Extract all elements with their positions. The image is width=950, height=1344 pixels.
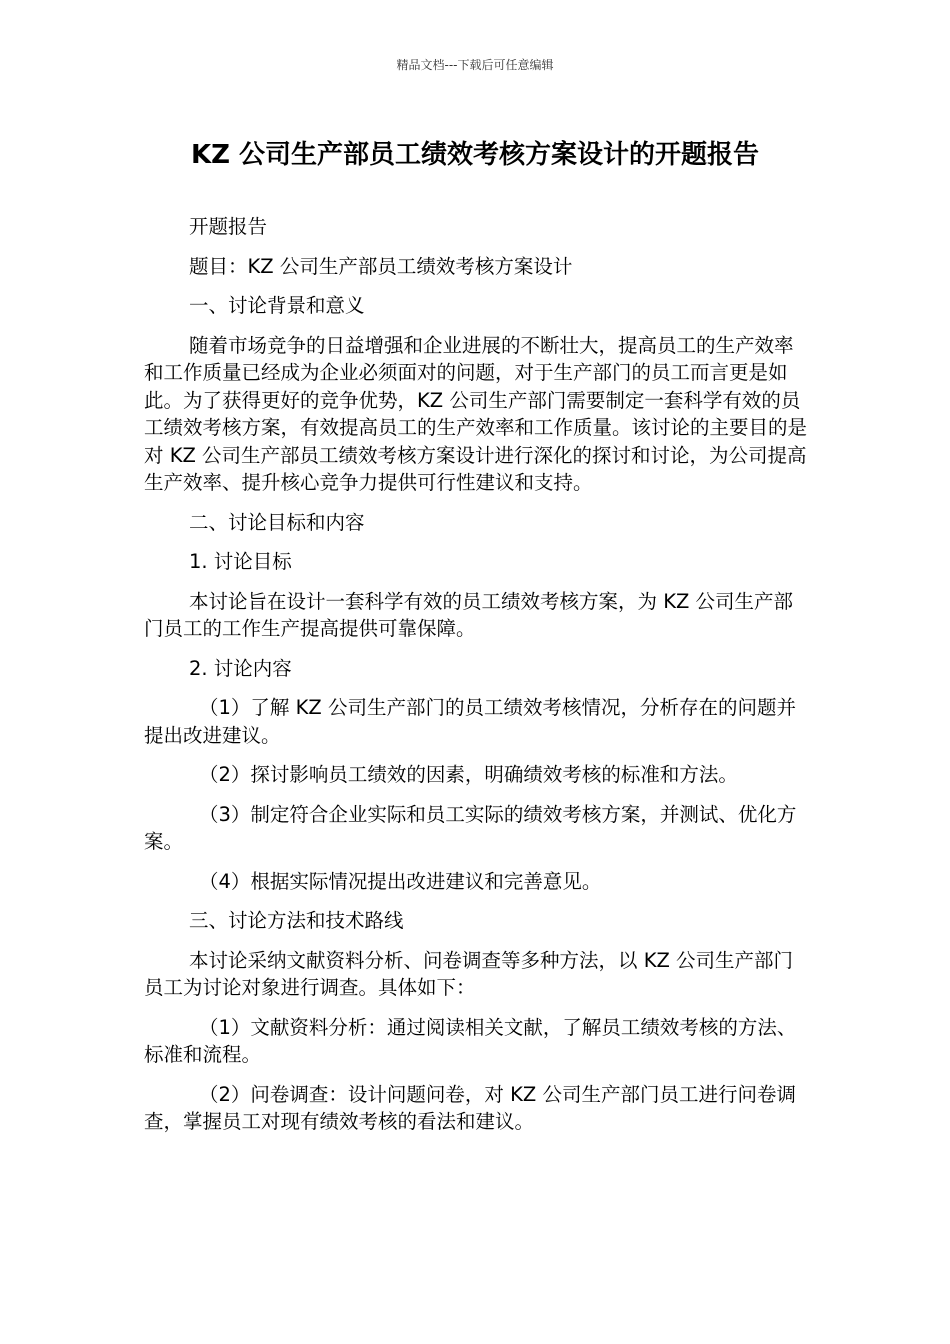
section-label: 开题报告: [189, 215, 268, 238]
subsection-heading: 1. 讨论目标: [189, 550, 292, 573]
section-heading: 一、讨论背景和意义: [189, 294, 365, 317]
body-paragraph: 随着市场竞争的日益增强和企业进展的不断壮大，提高员工的生产效率和工作质量已经成为企业必须面对的问题，对于生产部门的员工而言更是如此。为了获得更好的竞争优势，KZ 公司生产部门需要制定一套科学有效的员工绩效考核方案，有效提高员工的生产效率和工作质量。该讨论的主要目的是对 KZ 公司生产部员工绩效考核方案设计进行深化的探讨和讨论，为公司提高生产效率、提升核心竞争力提供可行性建议和支持。: [144, 333, 808, 494]
document-body: [144, 213, 812, 1148]
section-heading: 二、讨论目标和内容: [189, 510, 365, 534]
header-note: 精品文档---下载后可任意编辑: [396, 58, 554, 72]
section-heading: 三、讨论方法和技术路线: [189, 909, 404, 932]
subsection-heading: 2. 讨论内容: [189, 656, 292, 680]
list-item: （1）了解 KZ 公司生产部门的员工绩效考核情况，分析存在的问题并提出改进建议。: [144, 696, 796, 747]
topic-line: 题目：KZ 公司生产部员工绩效考核方案设计: [189, 254, 573, 278]
list-item: （2）探讨影响员工绩效的因素，明确绩效考核的标准和方法。: [199, 763, 738, 786]
document-title: KZ 公司生产部员工绩效考核方案设计的开题报告: [190, 140, 760, 170]
list-item: （3）制定符合企业实际和员工实际的绩效考核方案，并测试、优化方案。: [144, 802, 797, 853]
list-item: （2）问卷调查：设计问题问卷，对 KZ 公司生产部门员工进行问卷调查，掌握员工对现有绩效考核的看法和建议。: [144, 1082, 796, 1133]
list-item: （4）根据实际情况提出改进建议和完善意见。: [199, 869, 602, 893]
body-paragraph: 本讨论采纳文献资料分析、问卷调查等多种方法，以 KZ 公司生产部门员工为讨论对象进行调查。具体如下：: [144, 948, 794, 999]
body-paragraph: 本讨论旨在设计一套科学有效的员工绩效考核方案，为 KZ 公司生产部门员工的工作生产提高提供可靠保障。: [144, 589, 794, 640]
list-item: （1）文献资料分析：通过阅读相关文献，了解员工绩效考核的方法、标准和流程。: [144, 1015, 797, 1066]
